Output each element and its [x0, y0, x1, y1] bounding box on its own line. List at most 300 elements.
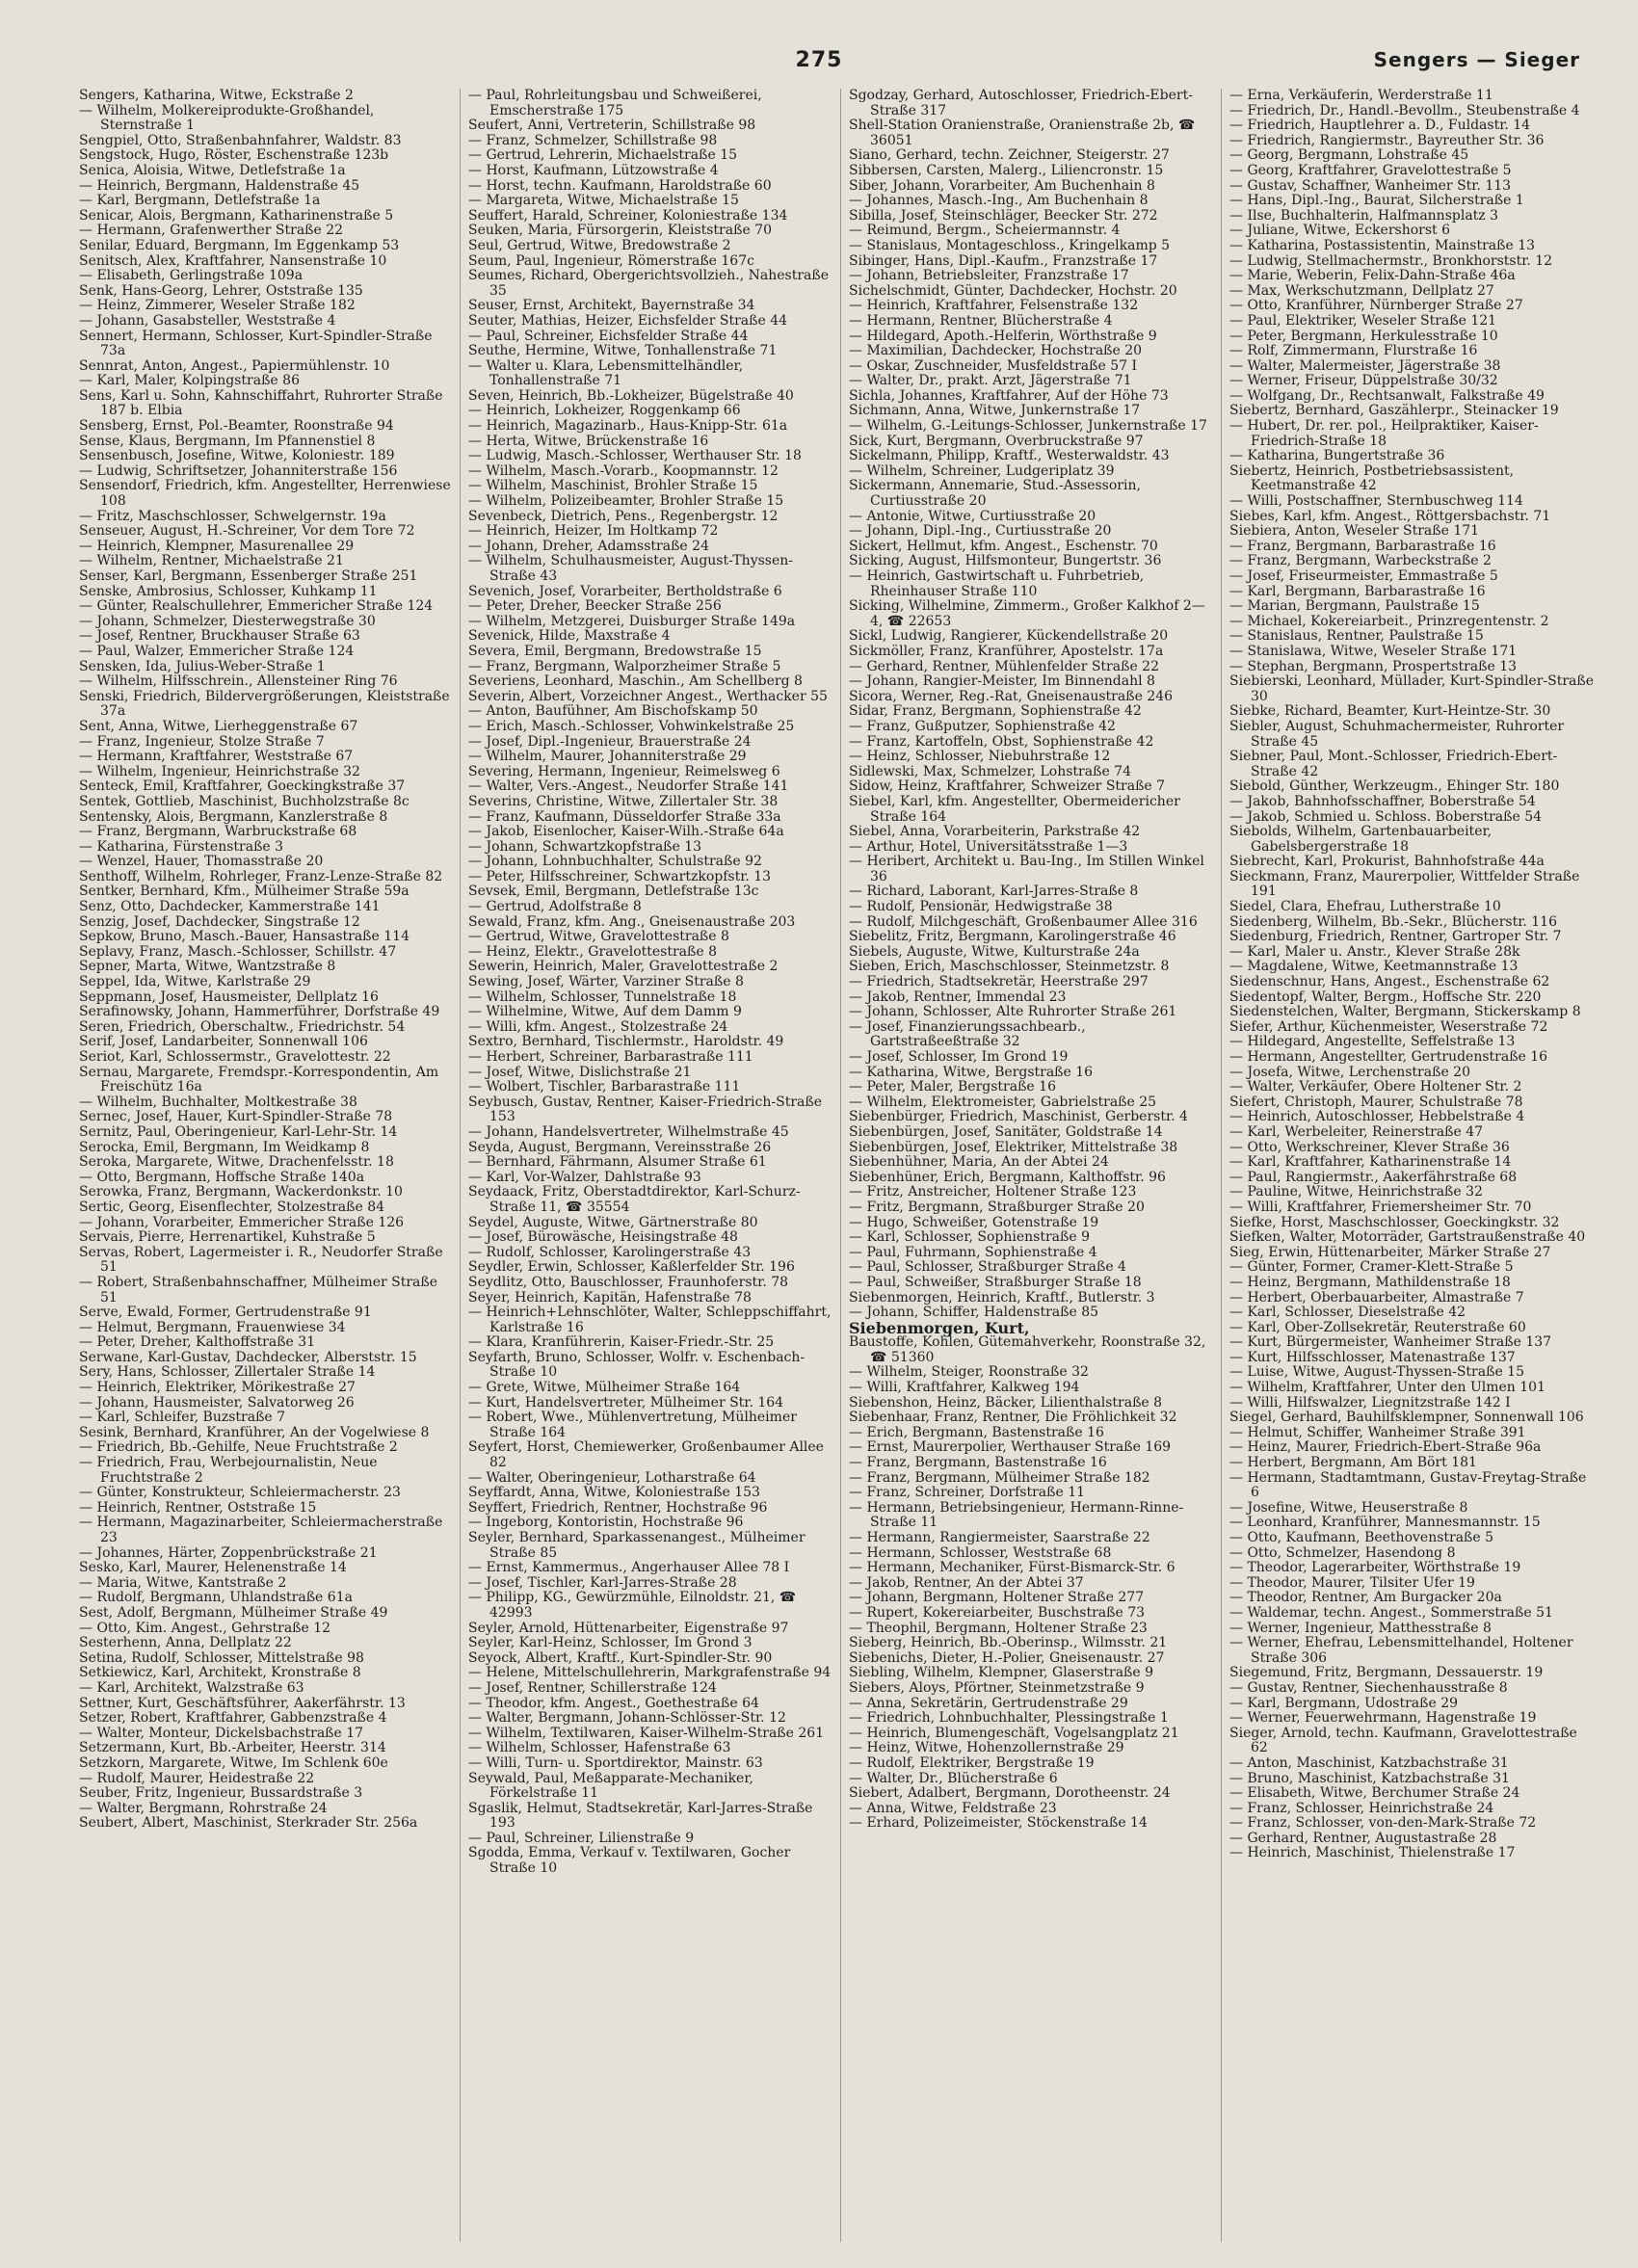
directory-entry: Sibinger, Hans, Dipl.-Kaufm., Franzstraße 17	[849, 252, 1158, 269]
directory-entry: Sensenbusch, Josefine, Witwe, Koloniestr. 189	[79, 448, 395, 464]
directory-entry: Sense, Klaus, Bergmann, Im Pfannenstiel 8	[79, 433, 376, 449]
directory-entry: — Johannes, Masch.-Ing., Am Buchenhain 8	[849, 193, 1149, 209]
directory-entry: — Otto, Kim. Angest., Gehrstraße 12	[79, 1620, 331, 1636]
directory-entry: — Herta, Witwe, Brückenstraße 16	[468, 433, 709, 449]
directory-entry: — Karl, Bergmann, Udostraße 29	[1229, 1695, 1459, 1711]
directory-entry: Sernitz, Paul, Oberingenieur, Karl-Lehr-Str. 14	[79, 1123, 398, 1140]
directory-entry: Senteck, Emil, Kraftfahrer, Goeckingkstraße 37	[79, 778, 406, 795]
directory-entry: — Walter, Bergmann, Johann-Schlösser-Str. 12	[468, 1710, 786, 1727]
directory-entry: — Anton, Maschinist, Katzbachstraße 31	[1229, 1754, 1509, 1771]
directory-entry: — Franz, Schlosser, von-den-Mark-Straße 72	[1229, 1815, 1537, 1832]
directory-entry: Seum, Paul, Ingenieur, Römerstraße 167c	[468, 252, 754, 269]
directory-entry: — Heinz, Zimmerer, Weseler Straße 182	[79, 298, 356, 314]
directory-entry: Siebes, Karl, kfm. Angest., Röttgersbachstr. 71	[1229, 508, 1551, 524]
directory-entry: — Maria, Witwe, Kantstraße 2	[79, 1574, 287, 1591]
directory-entry: — Otto, Kranführer, Nürnberger Straße 27	[1229, 298, 1523, 314]
directory-entry: — Walter, Dr., Blücherstraße 6	[849, 1770, 1058, 1786]
directory-entry: — Gertrud, Lehrerin, Michaelstraße 15	[468, 147, 738, 164]
directory-entry: — Wilhelm, Schreiner, Ludgeriplatz 39	[849, 462, 1115, 479]
directory-entry: Siefert, Christoph, Maurer, Schulstraße 78	[1229, 1094, 1523, 1110]
directory-entry: Siedenburg, Friedrich, Rentner, Gartroper Str. 7	[1229, 929, 1562, 945]
directory-entry: Sernau, Margarete, Fremdspr.-Korrespondentin, Am Freischütz 16a	[79, 1064, 439, 1095]
directory-entry: Siefke, Horst, Maschschlosser, Goeckingkstr. 32	[1229, 1214, 1560, 1230]
directory-entry: — Josef, Rentner, Schillerstraße 124	[468, 1679, 717, 1696]
directory-entry: Siebler, August, Schuhmachermeister, Ruhrorter Straße 45	[1229, 718, 1565, 750]
directory-entry: — Werner, Ehefrau, Lebensmittelhandel, Holtener Straße 306	[1229, 1635, 1573, 1666]
directory-entry: — Günter, Konstrukteur, Schleiermacherstr. 23	[79, 1485, 401, 1501]
directory-entry: Siebenshon, Heinz, Bäcker, Lilienthalstraße 8	[849, 1394, 1163, 1411]
directory-entry: — Johann, Dipl.-Ing., Curtiusstraße 20	[849, 523, 1112, 540]
directory-entry: — Wenzel, Hauer, Thomasstraße 20	[79, 854, 324, 870]
directory-entry: — Willi, Postschaffner, Sternbuschweg 114	[1229, 493, 1523, 510]
directory-entry: — Josef, Rentner, Bruckhauser Straße 63	[79, 628, 360, 645]
directory-entry: Sepner, Marta, Witwe, Wantzstraße 8	[79, 959, 336, 975]
directory-entry: — Hermann, Stadtamtmann, Gustav-Freytag-Straße 6	[1229, 1469, 1587, 1501]
directory-entry: Seyfarth, Bruno, Schlosser, Wolfr. v. Eschenbach-Straße 10	[468, 1349, 806, 1381]
directory-entry: Seuber, Fritz, Ingenieur, Bussardstraße 3	[79, 1785, 363, 1802]
directory-entry: — Bruno, Maschinist, Katzbachstraße 31	[1229, 1770, 1510, 1786]
directory-entry: — Heinz, Maurer, Friedrich-Ebert-Straße 96a	[1229, 1439, 1542, 1456]
directory-entry: — Josef, Schlosser, Im Grond 19	[849, 1049, 1069, 1065]
directory-entry: Seren, Friedrich, Oberschaltw., Friedrichstr. 54	[79, 1018, 406, 1035]
directory-entry: Seyer, Heinrich, Kapitän, Hafenstraße 78	[468, 1289, 752, 1305]
directory-entry: — Walter, Vers.-Angest., Neudorfer Straße 141	[468, 778, 789, 795]
directory-entry: — Günter, Realschullehrer, Emmericher Straße 124	[79, 598, 434, 615]
directory-entry: — Paul, Schreiner, Eichsfelder Straße 44	[468, 328, 749, 344]
directory-column-4	[1221, 89, 1601, 2242]
directory-entry: Siebierski, Leonhard, Müllader, Kurt-Spindler-Straße 30	[1229, 673, 1595, 704]
directory-entry: — Katharina, Postassistentin, Mainstraße 13	[1229, 237, 1536, 253]
directory-entry: Siebolds, Wilhelm, Gartenbauarbeiter, Gabelsbergerstraße 18	[1229, 824, 1493, 855]
directory-entry: Siebels, Auguste, Witwe, Kulturstraße 24a	[849, 943, 1140, 960]
directory-entry: Severin, Albert, Vorzeichner Angest., Werthacker 55	[468, 688, 828, 704]
directory-entry: — Fritz, Bergmann, Straßburger Straße 20	[849, 1199, 1145, 1215]
directory-entry: — Marie, Weberin, Felix-Dahn-Straße 46a	[1229, 268, 1516, 284]
directory-entry: — Jakob, Schmied u. Schloss. Boberstraße 54	[1229, 808, 1543, 825]
directory-column-3	[840, 89, 1221, 2242]
directory-entry: Seyfert, Horst, Chemiewerker, Großenbaumer Allee 82	[468, 1439, 824, 1471]
directory-entry: — Johann, Rangier-Meister, Im Binnendahl 8	[849, 673, 1155, 690]
directory-entry: — Johann, Dreher, Adamsstraße 24	[468, 538, 709, 554]
directory-entry: — Robert, Wwe., Mühlenvertretung, Mülheimer Straße 164	[468, 1410, 797, 1440]
directory-entry: Seyffardt, Anna, Witwe, Koloniestraße 153	[468, 1485, 760, 1501]
directory-entry: — Walter, Bergmann, Rohrstraße 24	[79, 1800, 328, 1816]
directory-entry: — Walter, Oberingenieur, Lotharstraße 64	[468, 1469, 756, 1486]
directory-entry: Seuffert, Harald, Schreiner, Koloniestraße 134	[468, 207, 788, 224]
directory-entry: Seriot, Karl, Schlossermstr., Gravelottestr. 22	[79, 1049, 391, 1065]
directory-entry: Siebenbürgen, Josef, Elektriker, Mittelstraße 38	[849, 1139, 1178, 1155]
directory-entry: — Ingeborg, Kontoristin, Hochstraße 96	[468, 1515, 744, 1531]
directory-entry: — Wilhelm, Masch.-Vorarb., Koopmannstr. 12	[468, 462, 779, 479]
directory-entry: Sickmöller, Franz, Kranführer, Apostelstr. 17a	[849, 643, 1164, 659]
directory-entry: Sick, Kurt, Bergmann, Overbruckstraße 97	[849, 433, 1144, 449]
directory-entry: Seubert, Albert, Maschinist, Sterkrader Str. 256a	[79, 1815, 418, 1832]
directory-entry: — Jakob, Rentner, Immendal 23	[849, 989, 1067, 1005]
directory-entry: Sentensky, Alois, Bergmann, Kanzlerstraße 8	[79, 808, 388, 825]
directory-entry: — Hermann, Grafenwerther Straße 22	[79, 223, 344, 239]
directory-entry: — Hermann, Rangiermeister, Saarstraße 22	[849, 1530, 1150, 1545]
directory-entry: — Fritz, Maschschlosser, Schwelgernstr. 19a	[79, 508, 386, 524]
directory-entry: Sickl, Ludwig, Rangierer, Kückendellstraße 20	[849, 628, 1169, 645]
directory-entry: — Ernst, Kammermus., Angerhauser Allee 78 I	[468, 1560, 790, 1576]
directory-entry: Servais, Pierre, Herrenartikel, Kuhstraße 5	[79, 1229, 376, 1246]
directory-entry: — Ernst, Maurerpolier, Werthauser Straße 169	[849, 1439, 1172, 1456]
directory-entry: — Otto, Schmelzer, Hasendong 8	[1229, 1544, 1456, 1561]
directory-entry: Settner, Kurt, Geschäftsführer, Aakerfährstr. 13	[79, 1695, 406, 1711]
directory-entry: Seuser, Ernst, Architekt, Bayernstraße 34	[468, 298, 755, 314]
directory-entry: — Walter u. Klara, Lebensmittelhändler, Tonhallenstraße 71	[468, 357, 744, 389]
directory-entry: Siebke, Richard, Beamter, Kurt-Heintze-Str. 30	[1229, 703, 1551, 720]
directory-entry: — Wilhelm, Rentner, Michaelstraße 21	[79, 553, 344, 569]
directory-entry: — Pauline, Witwe, Heinrichstraße 32	[1229, 1184, 1483, 1200]
directory-entry: — Jakob, Rentner, An der Abtei 37	[849, 1574, 1084, 1591]
directory-entry: — Bernhard, Fährmann, Alsumer Straße 61	[468, 1154, 767, 1171]
directory-entry: — Rudolf, Maurer, Heidestraße 22	[79, 1770, 315, 1786]
directory-entry: Sensendorf, Friedrich, kfm. Angestellter, Herrenwiese 108	[79, 478, 451, 510]
directory-entry: Seyler, Arnold, Hüttenarbeiter, Eigenstraße 97	[468, 1620, 789, 1636]
directory-entry: Siefer, Arthur, Küchenmeister, Weserstraße 72	[1229, 1018, 1548, 1035]
directory-entry: — Franz, Ingenieur, Stolze Straße 7	[79, 733, 325, 750]
directory-entry: Sery, Hans, Schlosser, Zillertaler Straße 14	[79, 1364, 376, 1381]
directory-entry: Sensken, Ida, Julius-Weber-Straße 1	[79, 658, 326, 674]
directory-entry: Sibbersen, Carsten, Malerg., Liliencronstr. 15	[849, 162, 1164, 178]
directory-entry: Setzermann, Kurt, Bb.-Arbeiter, Heerstr. 314	[79, 1740, 386, 1756]
directory-entry: Sepkow, Bruno, Masch.-Bauer, Hansastraße 114	[79, 929, 410, 945]
directory-entry: — Theophil, Bergmann, Holtener Straße 23	[849, 1620, 1148, 1636]
directory-entry: — Friedrich, Frau, Werbejournalistin, Neue Fruchtstraße 2	[79, 1455, 378, 1486]
directory-entry: Sichelschmidt, Günter, Dachdecker, Hochstr. 20	[849, 282, 1177, 299]
directory-entry: Shell-Station Oranienstraße, Oranienstraße 2b, ☎ 36051	[849, 118, 1196, 148]
directory-entry: Siebel, Karl, kfm. Angestellter, Obermeidericher Straße 164	[849, 793, 1180, 825]
directory-entry: — Kurt, Hilfsschlosser, Matenastraße 137	[1229, 1349, 1516, 1365]
directory-entry: Severa, Emil, Bergmann, Bredowstraße 15	[468, 643, 762, 659]
directory-entry: Sextro, Bernhard, Tischlermstr., Haroldstr. 49	[468, 1034, 784, 1050]
directory-entry: Siebenbürgen, Josef, Sanitäter, Goldstraße 14	[849, 1123, 1163, 1140]
directory-entry: — Heinrich, Blumengeschäft, Vogelsangplatz 21	[849, 1725, 1179, 1741]
directory-entry: Sesterhenn, Anna, Dellplatz 22	[79, 1635, 292, 1651]
directory-entry: — Karl, Maler, Kolpingstraße 86	[79, 373, 300, 389]
directory-entry: Sent, Anna, Witwe, Lierheggenstraße 67	[79, 718, 358, 734]
directory-entry: — Friedrich, Stadtsekretär, Heerstraße 297	[849, 974, 1149, 990]
directory-entry: — Fritz, Anstreicher, Holtener Straße 123	[849, 1184, 1137, 1200]
directory-entry: — Wilhelm, G.-Leitungs-Schlosser, Junkernstraße 17	[849, 418, 1207, 435]
directory-entry: — Philipp, KG., Gewürzmühle, Eilnoldstr. 21, ☎ 42993	[468, 1590, 797, 1621]
directory-entry: — Josef, Tischler, Karl-Jarres-Straße 28	[468, 1574, 737, 1591]
directory-entry: — Peter, Maler, Bergstraße 16	[849, 1079, 1056, 1095]
directory-entry: Sidlewski, Max, Schmelzer, Lohstraße 74	[849, 763, 1131, 779]
directory-entry: — Willi, Turn- u. Sportdirektor, Mainstr. 63	[468, 1754, 763, 1771]
directory-entry: Senicar, Alois, Bergmann, Katharinenstraße 5	[79, 207, 394, 224]
directory-entry: — Wilhelm, Schlosser, Tunnelstraße 18	[468, 989, 737, 1005]
directory-entry: Senski, Friedrich, Bildervergrößerungen, Kleiststraße 37a	[79, 688, 450, 720]
directory-entry: — Paul, Schweißer, Straßburger Straße 18	[849, 1274, 1142, 1290]
directory-entry: — Wolbert, Tischler, Barbarastraße 111	[468, 1079, 741, 1095]
directory-entry: — Wilhelm, Molkereiprodukte-Großhandel, Sternstraße 1	[79, 102, 375, 134]
directory-entry: — Franz, Bergmann, Warbruckstraße 68	[79, 824, 357, 840]
directory-entry: Sesko, Karl, Maurer, Helenenstraße 14	[79, 1560, 347, 1576]
directory-entry: Senser, Karl, Bergmann, Essenberger Straße 251	[79, 568, 418, 584]
directory-entry: — Margareta, Witwe, Michaelstraße 15	[468, 193, 739, 209]
directory-entry: — Wilhelm, Polizeibeamter, Brohler Straße 15	[468, 493, 784, 510]
directory-entry: — Herbert, Bergmann, Am Bört 181	[1229, 1455, 1477, 1471]
directory-entry: — Erhard, Polizeimeister, Stöckenstraße 14	[849, 1815, 1148, 1832]
directory-entry: Sieberg, Heinrich, Bb.-Oberinsp., Wilmsstr. 21	[849, 1635, 1168, 1651]
directory-entry: — Theodor, Lagerarbeiter, Wörthstraße 19	[1229, 1560, 1521, 1576]
directory-entry: — Heinrich, Heizer, Im Holtkamp 72	[468, 523, 719, 540]
directory-entry: Sewald, Franz, kfm. Ang., Gneisenaustraße 203	[468, 913, 796, 930]
directory-entry: — Rolf, Zimmermann, Flurstraße 16	[1229, 343, 1478, 359]
directory-entry: — Katharina, Bungertstraße 36	[1229, 448, 1445, 464]
directory-entry: Sicking, August, Hilfsmonteur, Bungertstr. 36	[849, 553, 1162, 569]
directory-entry: — Werner, Ingenieur, Matthesstraße 8	[1229, 1620, 1492, 1636]
directory-entry: Sentek, Gottlieb, Maschinist, Buchholzstraße 8c	[79, 793, 410, 809]
directory-entry: — Hermann, Magazinarbeiter, Schleiermacherstraße 23	[79, 1515, 443, 1545]
directory-entry: — Paul, Schlosser, Straßburger Straße 4	[849, 1259, 1126, 1276]
directory-entry: — Heribert, Architekt u. Bau-Ing., Im Stillen Winkel 36	[849, 854, 1204, 884]
directory-entry: — Wilhelm, Hilfsschrein., Allensteiner Ring 76	[79, 673, 398, 690]
directory-entry: — Johann, Schlosser, Alte Ruhrorter Straße 261	[849, 1004, 1177, 1020]
directory-entry: — Max, Werkschutzmann, Dellplatz 27	[1229, 282, 1494, 299]
directory-entry: Siedenberg, Wilhelm, Bb.-Sekr., Blücherstr. 116	[1229, 913, 1557, 930]
directory-entry: Serocka, Emil, Bergmann, Im Weidkamp 8	[79, 1139, 370, 1155]
directory-entry: Sichmann, Anna, Witwe, Junkernstraße 17	[849, 403, 1141, 419]
directory-entry: Severing, Hermann, Ingenieur, Reimelsweg 6	[468, 763, 780, 779]
directory-entry: Seul, Gertrud, Witwe, Bredowstraße 2	[468, 237, 731, 253]
directory-entry: — Werner, Friseur, Düppelstraße 30/32	[1229, 373, 1498, 389]
directory-entry: — Jakob, Bahnhofsschaffner, Boberstraße 54	[1229, 793, 1536, 809]
directory-entry: Sickermann, Annemarie, Stud.-Assessorin, Curtiusstraße 20	[849, 478, 1141, 510]
directory-entry: Siebner, Paul, Mont.-Schlosser, Friedrich-Ebert-Straße 42	[1229, 749, 1558, 779]
directory-entry: — Wilhelm, Schulhausmeister, August-Thyssen-Straße 43	[468, 553, 794, 584]
directory-entry: Siebiera, Anton, Weseler Straße 171	[1229, 523, 1480, 540]
directory-entry: — Erich, Masch.-Schlosser, Vohwinkelstraße 25	[468, 718, 795, 734]
directory-entry: — Hildegard, Angestellte, Seffelstraße 13	[1229, 1034, 1516, 1050]
directory-entry: — Stephan, Bergmann, Prospertstraße 13	[1229, 658, 1518, 674]
directory-entry: — Herbert, Schreiner, Barbarastraße 111	[468, 1049, 753, 1065]
directory-entry: — Karl, Vor-Walzer, Dahlstraße 93	[468, 1169, 701, 1185]
directory-entry: — Heinz, Elektr., Gravelottestraße 8	[468, 943, 718, 960]
directory-entry: — Horst, Kaufmann, Lützowstraße 4	[468, 162, 719, 178]
directory-entry: — Paul, Walzer, Emmericher Straße 124	[79, 643, 355, 659]
directory-entry: — Antonie, Witwe, Curtiusstraße 20	[849, 508, 1096, 524]
directory-entry: Serafinowsky, Johann, Hammerführer, Dorfstraße 49	[79, 1004, 440, 1020]
directory-entry: Siedenstelchen, Walter, Bergmann, Stickerskamp 8	[1229, 1004, 1581, 1020]
directory-entry: — Karl, Maler u. Anstr., Klever Straße 28k	[1229, 943, 1520, 960]
directory-entry: Siedentopf, Walter, Bergm., Hoffsche Str. 220	[1229, 989, 1542, 1005]
directory-entry: — Heinz, Witwe, Hohenzollernstraße 29	[849, 1740, 1124, 1756]
directory-entry: Seven, Heinrich, Bb.-Lokheizer, Bügelstraße 40	[468, 387, 794, 404]
directory-entry: — Hildegard, Apoth.-Helferin, Wörthstraße 9	[849, 328, 1157, 344]
directory-entry: Seplavy, Franz, Masch.-Schlosser, Schillstr. 47	[79, 943, 397, 960]
directory-entry: — Heinz, Bergmann, Mathildenstraße 18	[1229, 1274, 1511, 1290]
directory-entry: — Stanislawa, Witwe, Weseler Straße 171	[1229, 643, 1518, 659]
directory-entry: — Heinrich, Autoschlosser, Hebbelstraße 4	[1229, 1109, 1525, 1125]
directory-entry: — Wilhelmine, Witwe, Auf dem Damm 9	[468, 1004, 742, 1020]
directory-entry: Seufert, Anni, Vertreterin, Schillstraße 98	[468, 118, 756, 134]
directory-entry: — Werner, Feuerwehrmann, Hagenstraße 19	[1229, 1710, 1537, 1727]
directory-entry: Siebrecht, Karl, Prokurist, Bahnhofstraße 44a	[1229, 854, 1545, 870]
directory-entry: Siebold, Günther, Werkzeugm., Ehinger Str. 180	[1229, 778, 1560, 795]
directory-entry: Sengers, Katharina, Witwe, Eckstraße 2	[79, 89, 354, 103]
directory-entry: — Friedrich, Dr., Handl.-Bevollm., Steubenstraße 4	[1229, 102, 1580, 119]
directory-entry: — Hermann, Betriebsingenieur, Hermann-Rinne-Straße 11	[849, 1499, 1184, 1531]
directory-entry: — Juliane, Witwe, Eckershorst 6	[1229, 223, 1451, 239]
directory-entry: — Franz, Schreiner, Dorfstraße 11	[849, 1485, 1086, 1501]
directory-entry: Sidar, Franz, Bergmann, Sophienstraße 42	[849, 703, 1142, 720]
directory-entry: Severins, Christine, Witwe, Zillertaler Str. 38	[468, 793, 779, 809]
directory-entry: — Karl, Schlosser, Sophienstraße 9	[849, 1229, 1091, 1246]
directory-entry: Siebenichs, Dieter, H.-Polier, Gneisenaustr. 27	[849, 1649, 1165, 1666]
directory-entry: — Hubert, Dr. rer. pol., Heilpraktiker, Kaiser-Friedrich-Straße 18	[1229, 418, 1539, 449]
directory-entry: — Franz, Bergmann, Warbeckstraße 2	[1229, 553, 1492, 569]
directory-entry: — Willi, kfm. Angest., Stolzestraße 24	[468, 1018, 728, 1035]
directory-entry: — Johann, Schmelzer, Diesterwegstraße 30	[79, 613, 376, 629]
directory-entry: — Grete, Witwe, Mülheimer Straße 164	[468, 1380, 741, 1396]
directory-entry: — Peter, Dreher, Beecker Straße 256	[468, 598, 722, 615]
directory-entry: — Willi, Kraftfahrer, Kalkweg 194	[849, 1380, 1080, 1396]
directory-entry: — Johann, Handelsvertreter, Wilhelmstraße 45	[468, 1123, 789, 1140]
directory-entry: Senske, Ambrosius, Schlosser, Kuhkamp 11	[79, 583, 378, 599]
directory-entry: — Helene, Mittelschullehrerin, Markgrafenstraße 94	[468, 1665, 832, 1681]
directory-entry: Sidow, Heinz, Kraftfahrer, Schweizer Straße 7	[849, 778, 1166, 795]
directory-entry: Sibilla, Josef, Steinschläger, Beecker Str. 272	[849, 207, 1158, 224]
directory-entry: — Peter, Bergmann, Herkulesstraße 10	[1229, 328, 1498, 344]
directory-entry: Seydlitz, Otto, Bauschlosser, Fraunhoferstr. 78	[468, 1274, 789, 1290]
directory-entry: Sertic, Georg, Eisenflechter, Stolzestraße 84	[79, 1199, 385, 1215]
directory-entry: — Franz, Kartoffeln, Obst, Sophienstraße 42	[849, 733, 1154, 750]
directory-entry: Sickelmann, Philipp, Kraftf., Westerwaldstr. 43	[849, 448, 1170, 464]
directory-entry: — Johann, Gasabsteller, Weststraße 4	[79, 312, 336, 329]
directory-entry: — Franz, Kaufmann, Düsseldorfer Straße 33a	[468, 808, 781, 825]
directory-columns	[79, 89, 1601, 2242]
directory-entry: Sevsek, Emil, Bergmann, Detlefstraße 13c	[468, 883, 759, 900]
directory-entry: — Otto, Werkschreiner, Klever Straße 36	[1229, 1139, 1510, 1155]
directory-entry: Seroka, Margarete, Witwe, Drachenfelsstr. 18	[79, 1154, 394, 1171]
directory-entry: — Franz, Bergmann, Walporzheimer Straße 5	[468, 658, 781, 674]
directory-entry: Setkiewicz, Karl, Architekt, Kronstraße 8	[79, 1665, 361, 1681]
directory-entry: Seppel, Ida, Witwe, Karlstraße 29	[79, 974, 311, 990]
directory-entry: — Friedrich, Lohnbuchhalter, Plessingstraße 1	[849, 1710, 1169, 1727]
directory-entry: — Theodor, Maurer, Tilsiter Ufer 19	[1229, 1574, 1475, 1591]
directory-entry: Senthoff, Wilhelm, Rohrleger, Franz-Lenze-Straße 82	[79, 868, 443, 884]
directory-entry: Serif, Josef, Landarbeiter, Sonnenwall 106	[79, 1034, 368, 1050]
directory-entry: — Horst, techn. Kaufmann, Haroldstraße 60	[468, 177, 772, 194]
directory-entry: — Otto, Bergmann, Hoffsche Straße 140a	[79, 1169, 365, 1185]
directory-entry: Sevenbeck, Dietrich, Pens., Regenbergstr. 12	[468, 508, 779, 524]
directory-entry: — Gertrud, Adolfstraße 8	[468, 899, 642, 915]
directory-entry: — Walter, Dr., prakt. Arzt, Jägerstraße 71	[849, 373, 1132, 389]
directory-entry: Sgaslik, Helmut, Stadtsekretär, Karl-Jarres-Straße 193	[468, 1800, 813, 1832]
directory-entry: — Rudolf, Pensionär, Hedwigstraße 38	[849, 899, 1113, 915]
directory-entry: — Helmut, Bergmann, Frauenwiese 34	[79, 1319, 346, 1335]
directory-entry: — Johann, Bergmann, Holtener Straße 277	[849, 1590, 1145, 1606]
directory-entry: Seyffert, Friedrich, Rentner, Hochstraße 96	[468, 1499, 768, 1516]
directory-entry: — Rupert, Kokereiarbeiter, Buschstraße 73	[849, 1604, 1146, 1621]
directory-entry: — Franz, Bergmann, Bastenstraße 16	[849, 1455, 1107, 1471]
directory-entry: Seuken, Maria, Fürsorgerin, Kleiststraße 70	[468, 223, 772, 239]
directory-entry: — Paul, Schreiner, Lilienstraße 9	[468, 1830, 695, 1846]
directory-entry: Sewing, Josef, Wärter, Varziner Straße 8	[468, 974, 744, 990]
directory-entry: — Elisabeth, Witwe, Berchumer Straße 24	[1229, 1785, 1520, 1802]
directory-entry: Siebelitz, Fritz, Bergmann, Karolingerstraße 46	[849, 929, 1176, 945]
directory-entry: Serowka, Franz, Bergmann, Wackerdonkstr. 10	[79, 1184, 403, 1200]
directory-entry: Sernec, Josef, Hauer, Kurt-Spindler-Straße 78	[79, 1109, 393, 1125]
directory-entry: Siber, Johann, Vorarbeiter, Am Buchenhain 8	[849, 177, 1155, 194]
directory-entry: Sengpiel, Otto, Straßenbahnfahrer, Waldstr. 83	[79, 132, 402, 148]
directory-entry: Senica, Aloisia, Witwe, Detlefstraße 1a	[79, 162, 346, 178]
directory-entry: — Josef, Witwe, Dislichstraße 21	[468, 1064, 692, 1080]
directory-entry: — Erna, Verkäuferin, Werderstraße 11	[1229, 89, 1493, 103]
directory-entry: — Richard, Laborant, Karl-Jarres-Straße 8	[849, 883, 1139, 900]
directory-entry: — Karl, Werbeleiter, Reinerstraße 47	[1229, 1123, 1484, 1140]
directory-entry: — Josefine, Witwe, Heuserstraße 8	[1229, 1499, 1468, 1516]
directory-entry: Seydel, Auguste, Witwe, Gärtnerstraße 80	[468, 1214, 758, 1230]
directory-entry: Siebenmorgen, Kurt,	[849, 1318, 1030, 1337]
directory-entry: — Klara, Kranführerin, Kaiser-Friedr.-Str. 25	[468, 1334, 775, 1351]
directory-entry: — Wilhelm, Metzgerei, Duisburger Straße 149a	[468, 613, 796, 629]
directory-entry: — Gerhard, Rentner, Mühlenfelder Straße 22	[849, 658, 1159, 674]
directory-entry: — Karl, Ober-Zollsekretär, Reuterstraße 60	[1229, 1319, 1526, 1335]
directory-entry: Setina, Rudolf, Schlosser, Mittelstraße 98	[79, 1649, 364, 1666]
directory-entry: Senseuer, August, H.-Schreiner, Vor dem Tore 72	[79, 523, 415, 540]
directory-entry: — Erich, Bergmann, Bastenstraße 16	[849, 1424, 1104, 1440]
directory-entry: — Anna, Witwe, Feldstraße 23	[849, 1800, 1057, 1816]
directory-entry: — Paul, Fuhrmann, Sophienstraße 4	[849, 1244, 1097, 1260]
directory-entry: — Hermann, Mechaniker, Fürst-Bismarck-Str. 6	[849, 1560, 1176, 1576]
directory-entry: — Heinz, Schlosser, Niebuhrstraße 12	[849, 749, 1111, 765]
directory-entry: — Wilhelm, Ingenieur, Heinrichstraße 32	[79, 763, 360, 779]
directory-entry: Siebenbürger, Friedrich, Maschinist, Gerberstr. 4	[849, 1109, 1188, 1125]
directory-entry: — Hermann, Rentner, Blücherstraße 4	[849, 312, 1113, 329]
directory-entry: Seydaack, Fritz, Oberstadtdirektor, Karl-Schurz-Straße 11, ☎ 35554	[468, 1184, 801, 1215]
directory-column-2	[460, 89, 840, 2242]
directory-entry: — Michael, Kokereiarbeit., Prinzregentenstr. 2	[1229, 613, 1549, 629]
directory-entry: — Herbert, Oberbauarbeiter, Almastraße 7	[1229, 1289, 1524, 1305]
directory-entry: — Günter, Former, Cramer-Klett-Straße 5	[1229, 1259, 1514, 1276]
directory-entry: Sgodda, Emma, Verkauf v. Textilwaren, Gocher Straße 10	[468, 1845, 791, 1877]
directory-entry: Siebling, Wilhelm, Klempner, Glaserstraße 9	[849, 1665, 1154, 1681]
directory-entry: Setzer, Robert, Kraftfahrer, Gabbenzstraße 4	[79, 1710, 387, 1727]
directory-entry: Senilar, Eduard, Bergmann, Im Eggenkamp 53	[79, 237, 400, 253]
directory-entry: Sgodzay, Gerhard, Autoschlosser, Friedrich-Ebert-Straße 317	[849, 89, 1193, 119]
directory-entry: — Katharina, Fürstenstraße 3	[79, 838, 284, 855]
directory-entry: — Wilhelm, Buchhalter, Moltkestraße 38	[79, 1094, 357, 1110]
directory-entry: — Otto, Kaufmann, Beethovenstraße 5	[1229, 1530, 1494, 1545]
directory-entry: Seybusch, Gustav, Rentner, Kaiser-Friedrich-Straße 153	[468, 1094, 822, 1125]
directory-entry: — Heinrich, Kraftfahrer, Felsenstraße 132	[849, 298, 1139, 314]
directory-entry: Sewerin, Heinrich, Maler, Gravelottestraße 2	[468, 959, 779, 975]
directory-entry: Siebel, Anna, Vorarbeiterin, Parkstraße 42	[849, 824, 1141, 840]
directory-entry: — Jakob, Eisenlocher, Kaiser-Wilh.-Straße 64a	[468, 824, 784, 840]
directory-entry: — Heinrich, Maschinist, Thielenstraße 17	[1229, 1845, 1516, 1861]
directory-entry: — Wilhelm, Elektromeister, Gabrielstraße 25	[849, 1094, 1157, 1110]
directory-entry: — Wilhelm, Textilwaren, Kaiser-Wilhelm-Straße 261	[468, 1725, 825, 1741]
directory-entry: — Arthur, Hotel, Universitätsstraße 1—3	[849, 838, 1128, 855]
directory-entry: Seyler, Bernhard, Sparkassenangest., Mülheimer Straße 85	[468, 1530, 806, 1561]
directory-entry: — Ludwig, Masch.-Schlosser, Werthauser Str. 18	[468, 448, 802, 464]
directory-entry: — Karl, Kraftfahrer, Katharinenstraße 14	[1229, 1154, 1512, 1171]
directory-entry: — Walter, Monteur, Dickelsbachstraße 17	[79, 1725, 364, 1741]
directory-entry: Sengstock, Hugo, Röster, Eschenstraße 123b	[79, 147, 389, 164]
directory-entry: — Friedrich, Bb.-Gehilfe, Neue Fruchtstraße 2	[79, 1439, 398, 1456]
directory-entry: — Josefa, Witwe, Lerchenstraße 20	[1229, 1064, 1470, 1080]
directory-entry: — Johann, Hausmeister, Salvatorweg 26	[79, 1394, 355, 1411]
directory-entry: — Rudolf, Bergmann, Uhlandstraße 61a	[79, 1590, 353, 1606]
directory-entry: Senitsch, Alex, Kraftfahrer, Nansenstraße 10	[79, 252, 387, 269]
directory-entry: Siedel, Clara, Ehefrau, Lutherstraße 10	[1229, 899, 1501, 915]
directory-entry: — Franz, Schlosser, Heinrichstraße 24	[1229, 1800, 1494, 1816]
directory-entry: — Heinrich+Lehnschlöter, Walter, Schleppschiffahrt, Karlstraße 16	[468, 1305, 832, 1335]
